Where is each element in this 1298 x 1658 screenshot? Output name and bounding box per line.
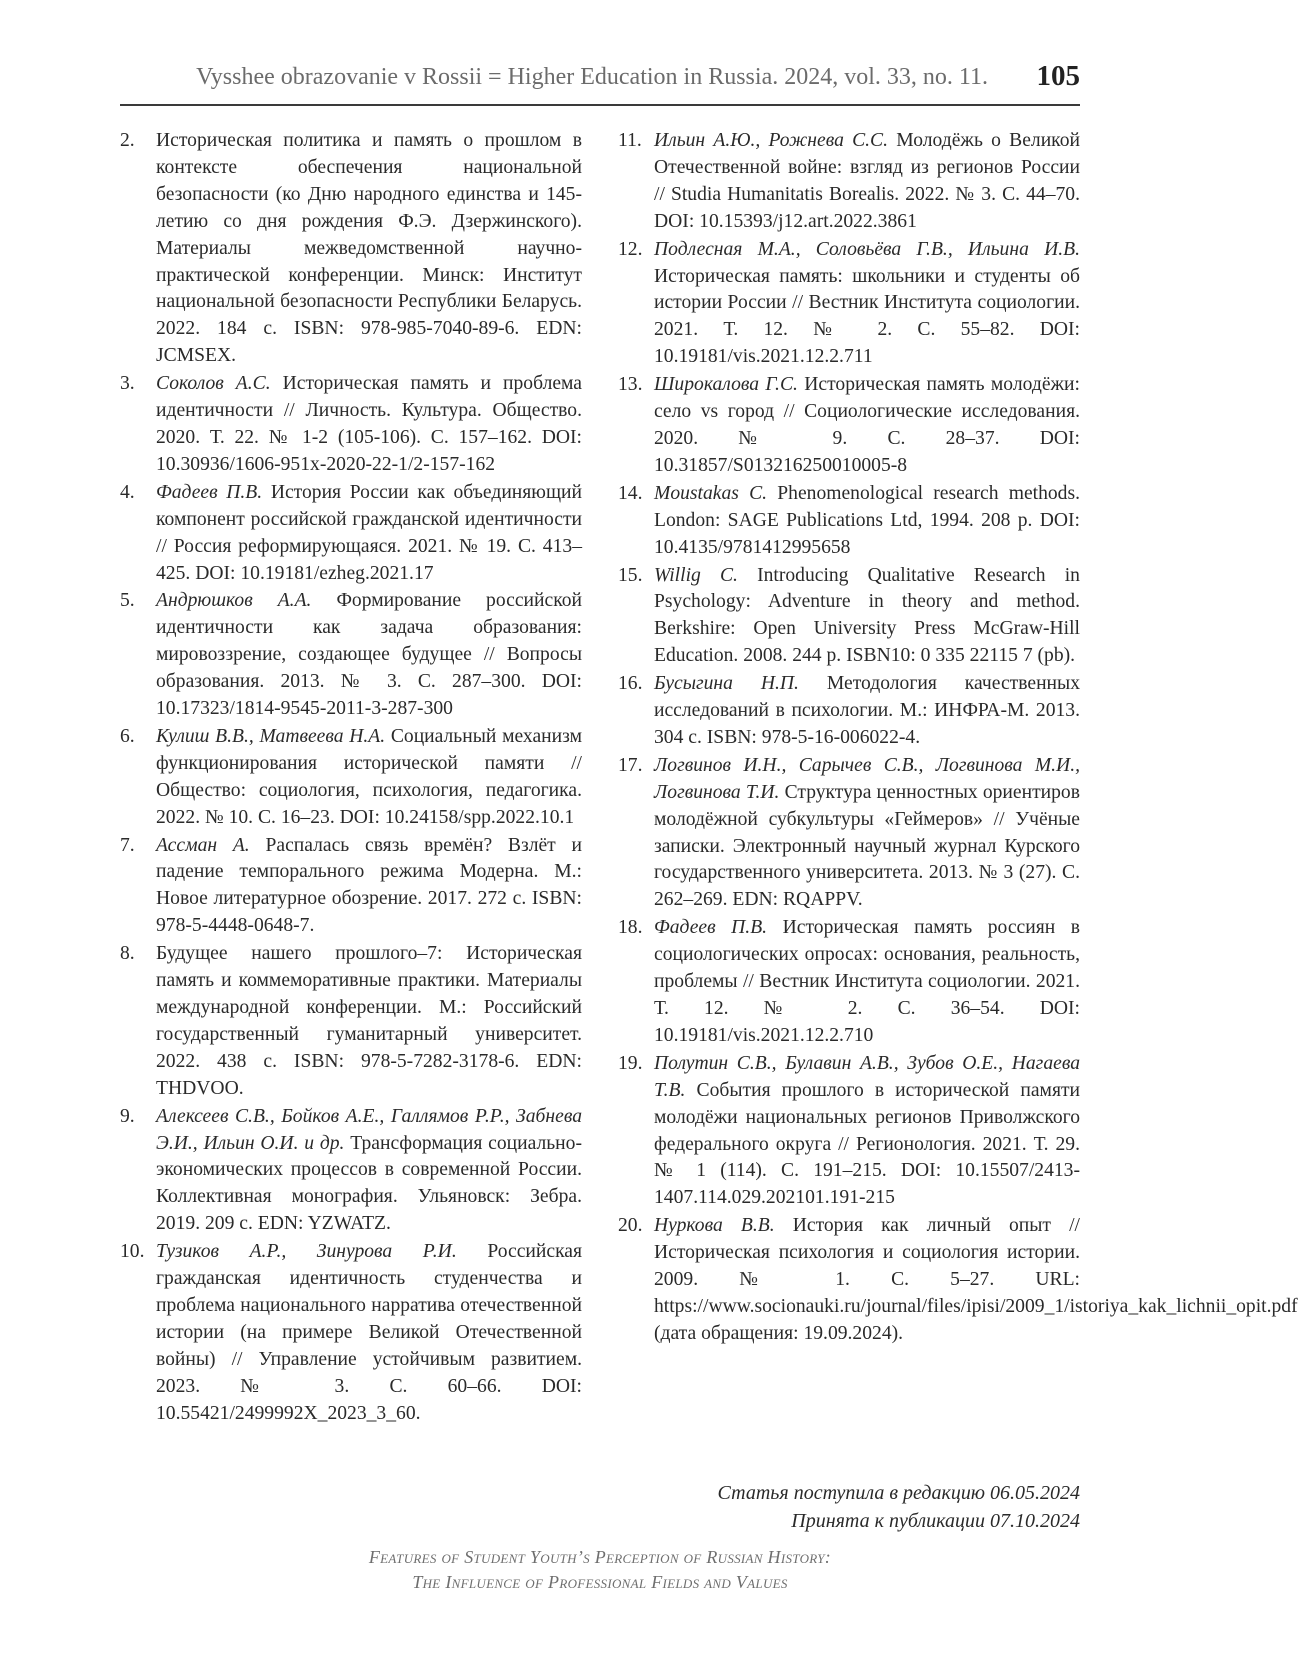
reference-item	[120, 941, 582, 1102]
running-title: Vysshee obrazovanie v Rossii = Higher Education in Russia. 2024, vol. 33, no. 11.	[196, 64, 988, 90]
reference-item	[618, 237, 1080, 372]
reference-item	[618, 1213, 1298, 1348]
reference-number: 7.	[120, 834, 135, 856]
reference-item	[618, 671, 1080, 752]
reference-text: Историческая политика и память о прошлом в контексте обеспечения национальной безопасности (ко Дню народного единства и 145-летию со дня рождения Ф.Э. Дзержинского). Материалы межведомственной научно-практической конференции. Минск: Институт национальной безопасности Республики Беларусь. 2022. 184 с. ISBN: 978-985-7040-89-6. EDN: JCMSEX.	[156, 130, 582, 367]
reference-item	[120, 1239, 582, 1427]
reference-authors: Подлесная М.А., Соловьёва Г.В., Ильина И.В.	[654, 238, 1080, 260]
reference-authors: Нуркова В.В.	[654, 1215, 775, 1237]
reference-item	[120, 371, 582, 479]
reference-number: 13.	[618, 374, 643, 396]
acceptance-date: Принята к публикации 07.10.2024	[791, 1510, 1080, 1532]
reference-authors: Ассман А.	[156, 834, 250, 856]
reference-text: История как личный опыт // Историческая психология и социология истории. 2009. № 1. С. 5–27. URL: https://www.socionauki.ru/journal/files/ipisi/2009_1/istoriya_kak_lichnii_opit.pdf (дата обращения: 19.09.2024).	[654, 1215, 1298, 1344]
reference-authors: Андрюшков А.А.	[156, 590, 312, 612]
reference-text: Трансформация социально-экономических процессов в современной России. Коллективная монография. Ульяновск: Зебра. 2019. 209 с. EDN: YZWATZ.	[156, 1132, 582, 1235]
reference-item	[618, 372, 1080, 480]
reference-item	[120, 480, 582, 588]
reference-item	[618, 481, 1080, 562]
reference-text: Молодёжь о Великой Отечественной войне: взгляд из регионов России // Studia Humanitatis Borealis. 2022. № 3. С. 44–70. DOI: 10.15393/j12.art.2022.3861	[654, 130, 1080, 232]
reference-number: 18.	[618, 917, 643, 939]
page-header	[120, 60, 1080, 106]
reference-number: 12.	[618, 238, 643, 260]
reference-authors: Алексеев С.В., Бойков А.Е., Галлямов Р.Р., Забнева Э.И., Ильин О.И. и др.	[156, 1105, 582, 1154]
reference-text: Phenomenological research methods. London: SAGE Publications Ltd, 1994. 208 p. DOI: 10.4135/9781412995658	[654, 482, 1081, 558]
reference-text: Распалась связь времён? Взлёт и падение темпорального режима Модерна. М.: Новое литературное обозрение. 2017. 272 с. ISBN: 978-5-4448-0648-7.	[156, 834, 582, 937]
reference-item	[120, 724, 582, 832]
reference-number: 20.	[618, 1215, 643, 1237]
reference-item	[120, 128, 582, 370]
references-left-column	[120, 128, 582, 1429]
reference-authors: Полутин С.В., Булавин А.В., Зубов О.Е., Нагаева Т.В.	[654, 1052, 1080, 1101]
footer-title-line-2: The Influence of Professional Fields and Values	[412, 1572, 788, 1592]
reference-item	[618, 753, 1080, 914]
reference-number: 11.	[618, 130, 642, 151]
submission-date: Статья поступила в редакцию 06.05.2024	[717, 1482, 1080, 1504]
article-dates	[560, 1479, 1080, 1535]
reference-authors: Кулиш В.В., Матвеева Н.А.	[156, 725, 386, 747]
reference-authors: Тузиков А.Р., Зинурова Р.И.	[156, 1241, 457, 1263]
reference-number: 4.	[120, 481, 135, 503]
reference-authors: Логвинов И.Н., Сарычев С.В., Логвинова М.И., Логвинова Т.И.	[654, 754, 1080, 803]
reference-authors: Широкалова Г.С.	[654, 374, 798, 396]
reference-item	[618, 915, 1080, 1050]
reference-number: 2.	[120, 130, 135, 151]
reference-item	[120, 588, 582, 723]
reference-text: Историческая память: школьники и студенты об истории России // Вестник Института социологии. 2021. Т. 12. № 2. С. 55–82. DOI: 10.19181/vis.2021.12.2.711	[654, 265, 1080, 368]
reference-text: Структура ценностных ориентиров молодёжной субкультуры «Геймеров» // Учёные записки. Электронный научный журнал Курского государственного университета. 2013. № 3 (27). С. 262–269. EDN: RQAPPV.	[654, 781, 1080, 911]
reference-number: 5.	[120, 590, 135, 612]
footer-title-line-1: Features of Student Youth’s Perception of Russian History:	[368, 1547, 832, 1567]
reference-number: 3.	[120, 373, 135, 395]
reference-number: 9.	[120, 1105, 135, 1127]
reference-item	[120, 1104, 582, 1239]
reference-text: Будущее нашего прошлого–7: Историческая память и коммеморативные практики. Материалы международной конференции. М.: Российский государственный гуманитарный университет. 2022. 438 с. ISBN: 978-5-7282-3178-6. EDN: THDVOO.	[156, 943, 582, 1099]
reference-text: История России как объединяющий компонент российской гражданской идентичности // Россия реформирующаяся. 2021. № 19. С. 413–425. DOI: 10.19181/ezheg.2021.17	[156, 481, 583, 584]
reference-number: 16.	[618, 673, 643, 695]
reference-text: Социальный механизм функционирования исторической памяти // Общество: социология, психология, педагогика. 2022. № 10. С. 16–23. DOI: 10.24158/spp.2022.10.1	[156, 725, 582, 828]
reference-number: 10.	[120, 1241, 145, 1263]
reference-text: Формирование российской идентичности как задача образования: мировоззрение, создающее будущее // Вопросы образования. 2013. № 3. С. 287–300. DOI: 10.17323/1814-9545-2011-3-287-300	[156, 590, 583, 720]
reference-text: Историческая память россиян в социологических опросах: основания, реальность, проблемы // Вестник Института социологии. 2021. Т. 12. № 2. С. 36–54. DOI: 10.19181/vis.2021.12.2.710	[654, 917, 1080, 1046]
reference-number: 8.	[120, 943, 135, 965]
reference-authors: Ильин А.Ю., Рожнева С.С.	[654, 130, 889, 151]
reference-number: 17.	[618, 754, 643, 776]
reference-authors: Moustakas C.	[654, 482, 768, 504]
reference-number: 6.	[120, 725, 135, 747]
reference-text: Introducing Qualitative Research in Psychology: Adventure in theory and method. Berkshire: Open University Press McGraw-Hill Education. 2008. 244 p. ISBN10: 0 335 22115 7 (pb).	[654, 564, 1080, 667]
reference-text: Историческая память молодёжи: село vs город // Социологические исследования. 2020. № 9. С. 28–37. DOI: 10.31857/S013216250010005-8	[654, 374, 1080, 476]
reference-authors: Соколов А.С.	[156, 373, 271, 395]
reference-text: Российская гражданская идентичность студенчества и проблема национального нарратива отечественной истории (на примере Великой Отечественной войны) // Управление устойчивым развитием. 2023. № 3. С. 60–66. DOI: 10.55421/2499992X_2023_3_60.	[156, 1241, 582, 1424]
reference-authors: Фадеев П.В.	[156, 481, 263, 503]
references-right-column	[618, 128, 1298, 1349]
reference-authors: Фадеев П.В.	[654, 917, 768, 939]
reference-text: Историческая память и проблема идентичности // Личность. Культура. Общество. 2020. Т. 22. № 1-2 (105-106). С. 157–162. DOI: 10.30936/1606-951x-2020-22-1/2-157-162	[156, 373, 583, 475]
reference-authors: Бусыгина Н.П.	[654, 673, 799, 695]
reference-item	[618, 1051, 1080, 1212]
reference-item	[120, 833, 582, 941]
reference-text: Методология качественных исследований в психологии. М.: ИНФРА-М. 2013. 304 с. ISBN: 978-5-16-006022-4.	[654, 673, 1080, 748]
reference-authors: Willig C.	[654, 564, 738, 586]
reference-number: 19.	[618, 1052, 643, 1074]
page-number: 105	[1036, 60, 1080, 92]
reference-item	[618, 128, 1080, 236]
reference-text: События прошлого в исторической памяти молодёжи национальных регионов Приволжского федерального округа // Регионология. 2021. Т. 29. № 1 (114). С. 191–215. DOI: 10.15507/2413-1407.114.029.202101.191-215	[654, 1079, 1080, 1209]
reference-number: 14.	[618, 482, 643, 504]
running-footer	[0, 1545, 1200, 1595]
reference-item	[618, 563, 1080, 671]
reference-number: 15.	[618, 564, 643, 586]
